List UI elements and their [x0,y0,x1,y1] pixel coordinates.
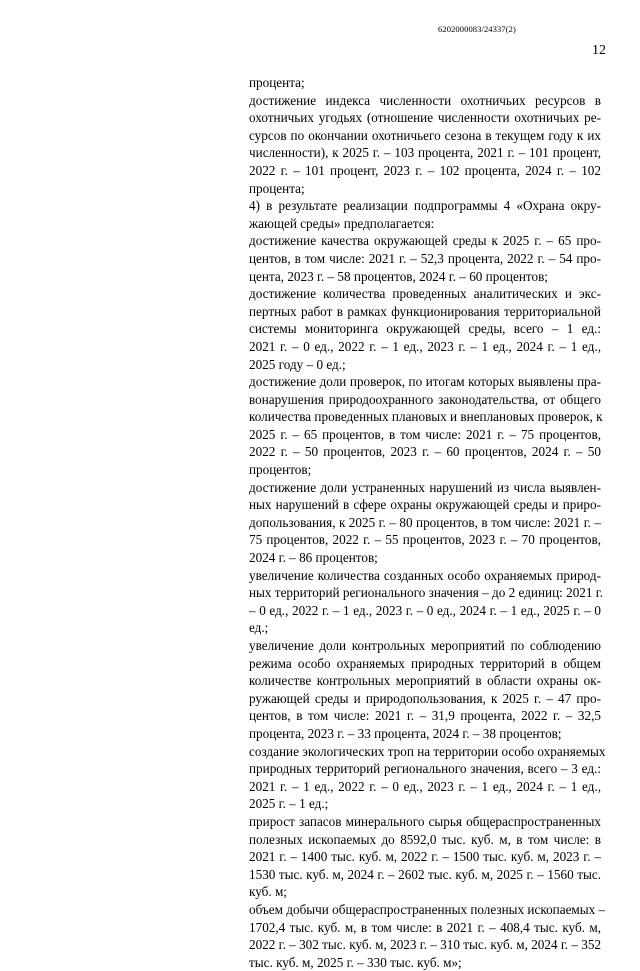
text-line: ных территорий регионального значения – до 2 единиц: 2021 г. [249,585,604,601]
text-line: 2021 г. – 1 ед., 2022 г. – 0 ед., 2023 г. – 1 ед., 2024 г. – 1 ед., [249,778,601,794]
text-line: 1530 тыс. куб. м, 2024 г. – 2602 тыс. куб. м, 2025 г. – 1560 тыс. [249,866,601,882]
text-line: процента; [249,180,305,196]
text-line: системы мониторинга окружающей среды, всего – 1 ед.: [249,321,601,337]
text-line: вонарушения природоохранного законодательства, от общего [249,391,601,407]
text-line: 2022 г. – 101 процент, 2023 г. – 102 процента, 2024 г. – 102 [249,162,601,178]
text-line: ружающей среды и природопользования, к 2025 г. – 47 про- [249,690,601,706]
text-line: природных территорий регионального значения, всего – 3 ед.: [249,761,601,777]
page-number: 12 [592,43,606,58]
text-line: 2024 г. – 86 процентов; [249,550,378,566]
text-line: пертных работ в рамках функционирования территориальной [249,303,601,319]
text-line: достижение индекса численности охотничьих ресурсов в [249,92,601,108]
text-line: 2022 г. – 50 процентов, 2023 г. – 60 процентов, 2024 г. – 50 [249,444,601,460]
text-line: 4) в результате реализации подпрограммы 4 «Охрана окру- [249,198,601,214]
text-line: куб. м; [249,884,287,900]
text-line: допользования, к 2025 г. – 80 процентов, в том числе: 2021 г. – [249,514,601,530]
text-line: объем добычи общераспространенных полезных ископаемых – [249,901,606,917]
text-line: 2021 г. – 1400 тыс. куб. м, 2022 г. – 1500 тыс. куб. м, 2023 г. – [249,849,601,865]
text-line: достижение доли проверок, по итогам которых выявлены пра- [249,374,601,390]
text-line: – 0 ед., 2022 г. – 1 ед., 2023 г. – 0 ед., 2024 г. – 1 ед., 2025 г. – 0 [249,602,601,618]
text-line: численности), к 2025 г. – 103 процента, 2021 г. – 101 процент, [249,145,601,161]
text-line: цента, 2023 г. – 58 процентов, 2024 г. – 60 процентов; [249,268,548,284]
text-line: достижение качества окружающей среды к 2025 г. – 65 про- [249,233,601,249]
text-line: создание экологических троп на территории особо охраняемых [249,743,606,759]
text-line: ед.; [249,620,269,636]
document-code: 6202000083/24337(2) [438,24,516,34]
text-line: 1702,4 тыс. куб. м, в том числе: в 2021 г. – 408,4 тыс. куб. м, [249,919,601,935]
text-line: 2025 г. – 65 процентов, в том числе: 2021 г. – 75 процентов, [249,426,601,442]
text-line: процентов; [249,462,312,478]
text-line: полезных ископаемых до 8592,0 тыс. куб. м, в том числе: в [249,831,601,847]
text-line: количества проведенных плановых и внеплановых проверок, к [249,409,603,425]
text-line: достижение доли устраненных нарушений из числа выявлен- [249,479,601,495]
text-line: увеличение количества созданных особо охраняемых природ- [249,567,601,583]
text-line: ных нарушений в сфере охраны окружающей среды и приро- [249,497,601,513]
text-line: прирост запасов минерального сырья общераспространенных [249,813,601,829]
text-line: жающей среды» предполагается: [249,215,435,231]
text-line: 2025 г. – 1 ед.; [249,796,329,812]
text-line: количестве контрольных мероприятий в области охраны ок- [249,673,601,689]
text-line: процента; [249,75,305,90]
text-line: увеличение доли контрольных мероприятий по соблюдению [249,638,601,653]
body-text [249,74,606,971]
text-line: процента, 2023 г. – 33 процента, 2024 г. – 38 процентов; [249,725,562,741]
text-line: 2021 г. – 0 ед., 2022 г. – 1 ед., 2023 г. – 1 ед., 2024 г. – 1 ед., [249,338,601,354]
text-line: центов, в том числе: 2021 г. – 52,3 процента, 2022 г. – 54 про- [249,250,601,266]
text-line: тыс. куб. м, 2025 г. – 330 тыс. куб. м»; [249,954,462,970]
text-line: 2025 году – 0 ед.; [249,356,346,372]
text-line: режима особо охраняемых природных территорий в общем [249,655,601,671]
text-line: достижение количества проведенных аналитических и экс- [249,286,601,302]
text-line: охотничьих угодьях (отношение численности охотничьих ре- [249,110,601,126]
text-line: 2022 г. – 302 тыс. куб. м, 2023 г. – 310 тыс. куб. м, 2024 г. – 352 [249,937,602,953]
text-line: 75 процентов, 2022 г. – 55 процентов, 2023 г. – 70 процентов, [249,532,601,548]
text-line: центов, в том числе: 2021 г. – 31,9 процента, 2022 г. – 32,5 [249,708,601,724]
text-line: сурсов по окончании охотничьего сезона в текущем году к их [249,127,601,143]
